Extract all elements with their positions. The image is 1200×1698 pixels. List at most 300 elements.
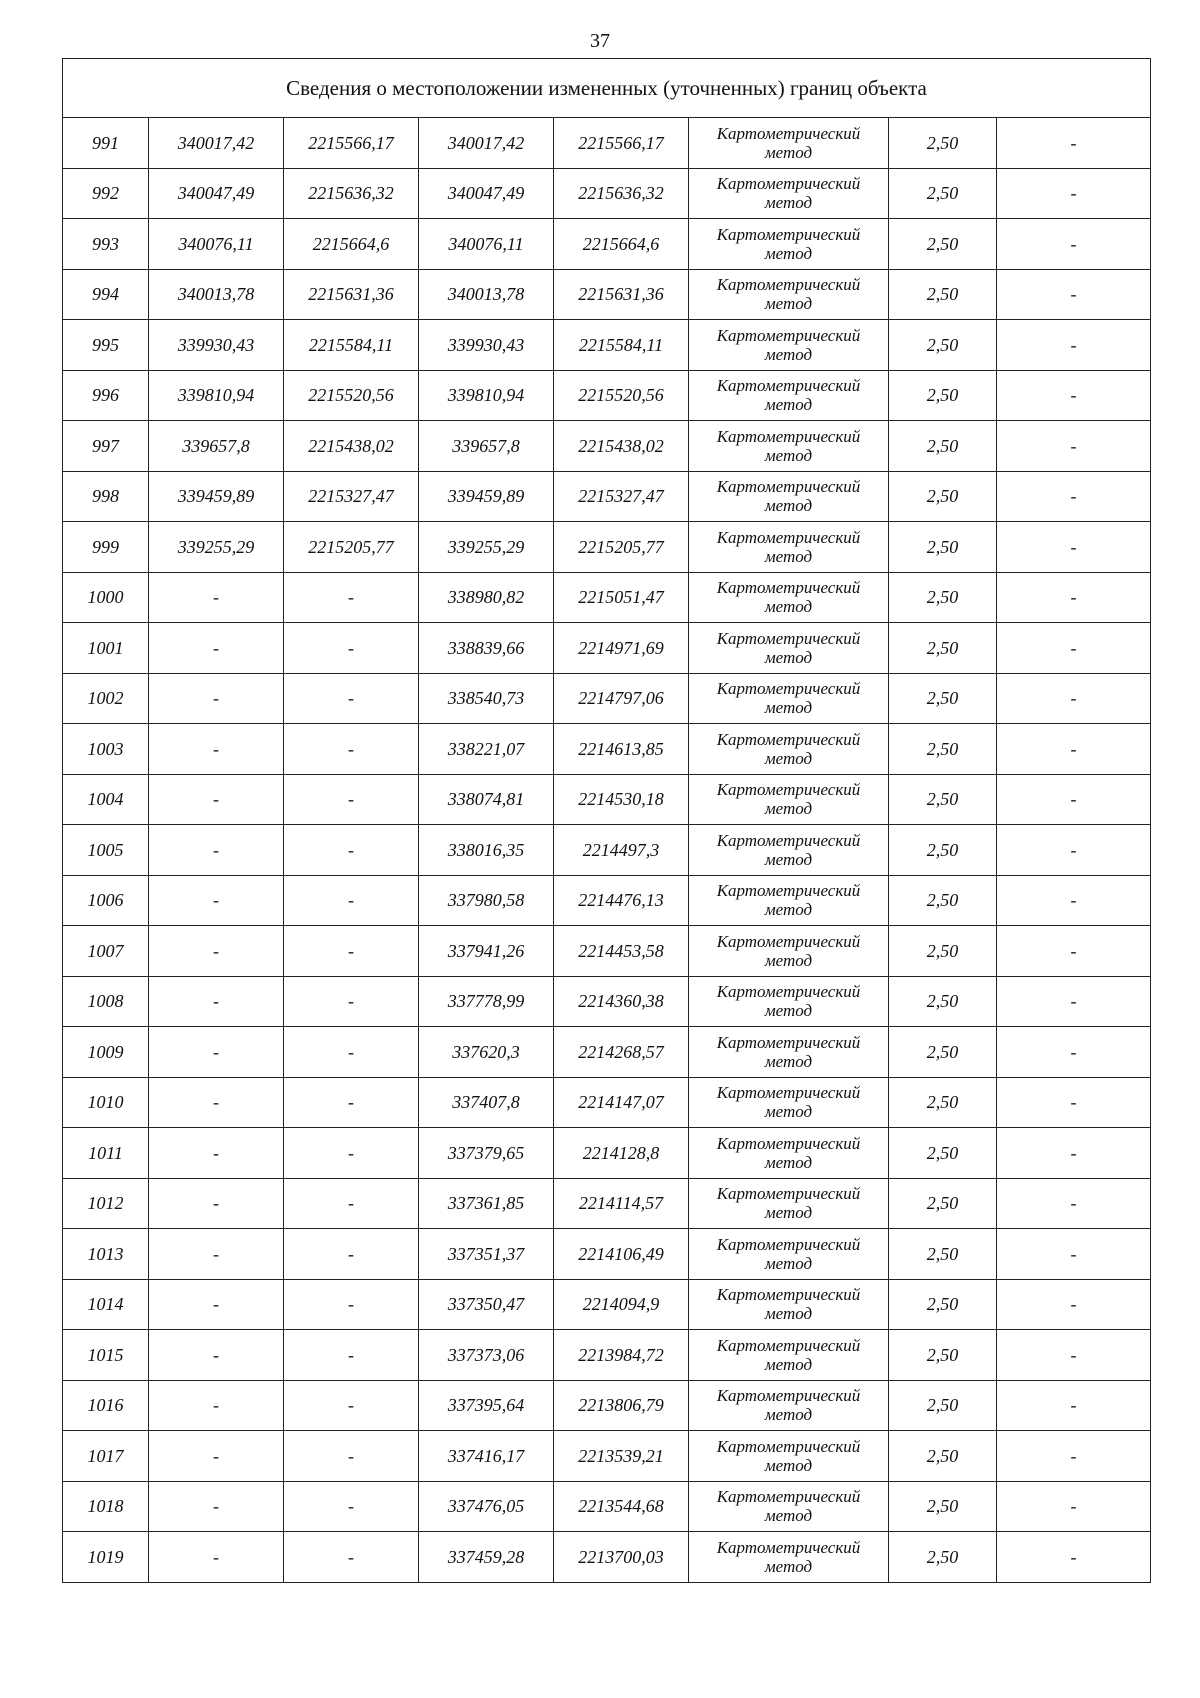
- description-cell: -: [997, 825, 1151, 876]
- accuracy-cell: 2,50: [889, 1380, 997, 1431]
- accuracy-cell: 2,50: [889, 1077, 997, 1128]
- method-line-1: Картометрический: [716, 325, 861, 345]
- existing-x-cell: -: [149, 1481, 284, 1532]
- point-number-cell: 1017: [63, 1431, 149, 1482]
- existing-x-cell: -: [149, 1229, 284, 1280]
- refined-y-cell: 2214114,57: [554, 1178, 689, 1229]
- method-line-1: Картометрический: [716, 1184, 861, 1204]
- method-line-2: метод: [764, 546, 813, 566]
- method-cell: [689, 1229, 889, 1280]
- method-line-1: Картометрический: [716, 174, 861, 194]
- method-line-2: метод: [764, 496, 813, 516]
- accuracy-cell: 2,50: [889, 572, 997, 623]
- table-row: [63, 774, 1151, 825]
- method-line-1: Картометрический: [716, 1032, 861, 1052]
- accuracy-cell: 2,50: [889, 168, 997, 219]
- refined-x-cell: 337416,17: [419, 1431, 554, 1482]
- existing-y-cell: -: [284, 1532, 419, 1583]
- existing-y-cell: -: [284, 724, 419, 775]
- table-row: [63, 118, 1151, 169]
- existing-y-cell: -: [284, 825, 419, 876]
- method-line-1: Картометрический: [716, 123, 861, 143]
- existing-y-cell: -: [284, 875, 419, 926]
- method-line-2: метод: [764, 1405, 813, 1425]
- refined-y-cell: 2213544,68: [554, 1481, 689, 1532]
- existing-x-cell: -: [149, 1128, 284, 1179]
- method-cell: [689, 875, 889, 926]
- method-line-2: метод: [764, 294, 813, 314]
- accuracy-cell: 2,50: [889, 1481, 997, 1532]
- refined-y-cell: 2214476,13: [554, 875, 689, 926]
- point-number-cell: 995: [63, 320, 149, 371]
- table-row: [63, 168, 1151, 219]
- refined-x-cell: 337459,28: [419, 1532, 554, 1583]
- table-body: [63, 118, 1151, 1583]
- point-number-cell: 1001: [63, 623, 149, 674]
- method-cell: [689, 1431, 889, 1482]
- method-cell: [689, 1279, 889, 1330]
- table-row: [63, 471, 1151, 522]
- refined-x-cell: 340076,11: [419, 219, 554, 270]
- existing-y-cell: -: [284, 1330, 419, 1381]
- refined-x-cell: 338540,73: [419, 673, 554, 724]
- table-row: [63, 673, 1151, 724]
- method-line-2: метод: [764, 243, 813, 263]
- point-number-cell: 1016: [63, 1380, 149, 1431]
- point-number-cell: 992: [63, 168, 149, 219]
- table-row: [63, 1027, 1151, 1078]
- description-cell: -: [997, 1229, 1151, 1280]
- existing-y-cell: -: [284, 1128, 419, 1179]
- method-line-2: метод: [764, 395, 813, 415]
- existing-x-cell: -: [149, 825, 284, 876]
- refined-y-cell: 2214497,3: [554, 825, 689, 876]
- method-line-1: Картометрический: [716, 1234, 861, 1254]
- refined-y-cell: 2215631,36: [554, 269, 689, 320]
- existing-y-cell: -: [284, 1481, 419, 1532]
- refined-x-cell: 338074,81: [419, 774, 554, 825]
- refined-y-cell: 2214360,38: [554, 976, 689, 1027]
- table-row: [63, 825, 1151, 876]
- refined-y-cell: 2214147,07: [554, 1077, 689, 1128]
- existing-y-cell: -: [284, 1380, 419, 1431]
- refined-x-cell: 337476,05: [419, 1481, 554, 1532]
- accuracy-cell: 2,50: [889, 724, 997, 775]
- point-number-cell: 999: [63, 522, 149, 573]
- refined-y-cell: 2215051,47: [554, 572, 689, 623]
- refined-x-cell: 340047,49: [419, 168, 554, 219]
- method-line-2: метод: [764, 1556, 813, 1576]
- method-line-1: Картометрический: [716, 1537, 861, 1557]
- refined-y-cell: 2214128,8: [554, 1128, 689, 1179]
- method-line-1: Картометрический: [716, 1436, 861, 1456]
- point-number-cell: 994: [63, 269, 149, 320]
- table-row: [63, 1380, 1151, 1431]
- point-number-cell: 1015: [63, 1330, 149, 1381]
- table-row: [63, 1431, 1151, 1482]
- method-cell: [689, 774, 889, 825]
- table-row: [63, 1077, 1151, 1128]
- method-cell: [689, 471, 889, 522]
- accuracy-cell: 2,50: [889, 623, 997, 674]
- refined-y-cell: 2213700,03: [554, 1532, 689, 1583]
- point-number-cell: 1013: [63, 1229, 149, 1280]
- accuracy-cell: 2,50: [889, 320, 997, 371]
- existing-x-cell: -: [149, 623, 284, 674]
- description-cell: -: [997, 976, 1151, 1027]
- method-cell: [689, 673, 889, 724]
- method-line-2: метод: [764, 1506, 813, 1526]
- method-cell: [689, 572, 889, 623]
- description-cell: -: [997, 1178, 1151, 1229]
- existing-y-cell: 2215636,32: [284, 168, 419, 219]
- accuracy-cell: 2,50: [889, 976, 997, 1027]
- existing-y-cell: -: [284, 1229, 419, 1280]
- method-line-1: Картометрический: [716, 679, 861, 699]
- method-line-2: метод: [764, 1152, 813, 1172]
- method-line-2: метод: [764, 698, 813, 718]
- description-cell: -: [997, 421, 1151, 472]
- refined-x-cell: 338016,35: [419, 825, 554, 876]
- refined-x-cell: 337620,3: [419, 1027, 554, 1078]
- table-row: [63, 1532, 1151, 1583]
- method-cell: [689, 1481, 889, 1532]
- refined-x-cell: 339459,89: [419, 471, 554, 522]
- table-row: [63, 370, 1151, 421]
- method-cell: [689, 1027, 889, 1078]
- method-line-2: метод: [764, 1102, 813, 1122]
- refined-y-cell: 2215438,02: [554, 421, 689, 472]
- table-row: [63, 1229, 1151, 1280]
- point-number-cell: 1007: [63, 926, 149, 977]
- refined-y-cell: 2214530,18: [554, 774, 689, 825]
- table-row: [63, 219, 1151, 270]
- table-row: [63, 572, 1151, 623]
- table-row: [63, 724, 1151, 775]
- refined-x-cell: 339930,43: [419, 320, 554, 371]
- refined-y-cell: 2214797,06: [554, 673, 689, 724]
- existing-y-cell: -: [284, 623, 419, 674]
- existing-x-cell: 339657,8: [149, 421, 284, 472]
- refined-x-cell: 339810,94: [419, 370, 554, 421]
- refined-y-cell: 2214094,9: [554, 1279, 689, 1330]
- refined-y-cell: 2214971,69: [554, 623, 689, 674]
- description-cell: -: [997, 1027, 1151, 1078]
- existing-y-cell: 2215631,36: [284, 269, 419, 320]
- method-cell: [689, 522, 889, 573]
- method-cell: [689, 1380, 889, 1431]
- method-line-1: Картометрический: [716, 931, 861, 951]
- point-number-cell: 1000: [63, 572, 149, 623]
- table-row: [63, 1279, 1151, 1330]
- existing-x-cell: 339255,29: [149, 522, 284, 573]
- existing-x-cell: 340047,49: [149, 168, 284, 219]
- accuracy-cell: 2,50: [889, 926, 997, 977]
- table-row: [63, 875, 1151, 926]
- point-number-cell: 1009: [63, 1027, 149, 1078]
- method-line-2: метод: [764, 1051, 813, 1071]
- existing-x-cell: -: [149, 1330, 284, 1381]
- page-number: 37: [590, 30, 610, 52]
- point-number-cell: 1018: [63, 1481, 149, 1532]
- point-number-cell: 996: [63, 370, 149, 421]
- method-line-2: метод: [764, 1001, 813, 1021]
- existing-y-cell: 2215566,17: [284, 118, 419, 169]
- description-cell: -: [997, 168, 1151, 219]
- method-line-2: метод: [764, 950, 813, 970]
- refined-x-cell: 337373,06: [419, 1330, 554, 1381]
- existing-y-cell: -: [284, 774, 419, 825]
- description-cell: -: [997, 1481, 1151, 1532]
- existing-y-cell: 2215205,77: [284, 522, 419, 573]
- method-cell: [689, 421, 889, 472]
- table-row: [63, 522, 1151, 573]
- method-line-2: метод: [764, 1455, 813, 1475]
- description-cell: -: [997, 1380, 1151, 1431]
- method-line-1: Картометрический: [716, 477, 861, 497]
- refined-x-cell: 337941,26: [419, 926, 554, 977]
- existing-y-cell: -: [284, 572, 419, 623]
- method-line-2: метод: [764, 849, 813, 869]
- method-line-2: метод: [764, 1304, 813, 1324]
- method-line-1: Картометрический: [716, 1285, 861, 1305]
- description-cell: -: [997, 219, 1151, 270]
- method-cell: [689, 370, 889, 421]
- method-line-2: метод: [764, 344, 813, 364]
- table-row: [63, 1128, 1151, 1179]
- description-cell: -: [997, 875, 1151, 926]
- accuracy-cell: 2,50: [889, 1178, 997, 1229]
- description-cell: -: [997, 1330, 1151, 1381]
- point-number-cell: 1011: [63, 1128, 149, 1179]
- table-row: [63, 623, 1151, 674]
- accuracy-cell: 2,50: [889, 370, 997, 421]
- accuracy-cell: 2,50: [889, 673, 997, 724]
- description-cell: -: [997, 1077, 1151, 1128]
- description-cell: -: [997, 320, 1151, 371]
- method-cell: [689, 724, 889, 775]
- existing-x-cell: 340013,78: [149, 269, 284, 320]
- existing-x-cell: -: [149, 1380, 284, 1431]
- existing-x-cell: -: [149, 1279, 284, 1330]
- existing-y-cell: -: [284, 1279, 419, 1330]
- refined-y-cell: 2213806,79: [554, 1380, 689, 1431]
- point-number-cell: 1002: [63, 673, 149, 724]
- point-number-cell: 1005: [63, 825, 149, 876]
- point-number-cell: 1008: [63, 976, 149, 1027]
- refined-y-cell: 2215636,32: [554, 168, 689, 219]
- boundary-coordinates-table: [62, 58, 1151, 1583]
- description-cell: -: [997, 774, 1151, 825]
- method-line-2: метод: [764, 799, 813, 819]
- existing-x-cell: -: [149, 926, 284, 977]
- accuracy-cell: 2,50: [889, 1128, 997, 1179]
- method-line-1: Картометрический: [716, 1335, 861, 1355]
- point-number-cell: 1006: [63, 875, 149, 926]
- refined-y-cell: 2214268,57: [554, 1027, 689, 1078]
- method-line-2: метод: [764, 445, 813, 465]
- existing-x-cell: 339810,94: [149, 370, 284, 421]
- refined-x-cell: 337980,58: [419, 875, 554, 926]
- method-line-1: Картометрический: [716, 982, 861, 1002]
- refined-x-cell: 337778,99: [419, 976, 554, 1027]
- existing-x-cell: -: [149, 1532, 284, 1583]
- existing-y-cell: -: [284, 1431, 419, 1482]
- existing-y-cell: 2215664,6: [284, 219, 419, 270]
- point-number-cell: 1019: [63, 1532, 149, 1583]
- method-line-1: Картометрический: [716, 1133, 861, 1153]
- table-title-row: [63, 59, 1151, 118]
- method-line-2: метод: [764, 900, 813, 920]
- description-cell: -: [997, 1279, 1151, 1330]
- refined-x-cell: 337361,85: [419, 1178, 554, 1229]
- description-cell: -: [997, 623, 1151, 674]
- method-cell: [689, 1330, 889, 1381]
- existing-x-cell: -: [149, 976, 284, 1027]
- accuracy-cell: 2,50: [889, 118, 997, 169]
- method-line-2: метод: [764, 647, 813, 667]
- method-line-2: метод: [764, 597, 813, 617]
- refined-x-cell: 337351,37: [419, 1229, 554, 1280]
- existing-x-cell: 339459,89: [149, 471, 284, 522]
- accuracy-cell: 2,50: [889, 1431, 997, 1482]
- table-row: [63, 421, 1151, 472]
- existing-x-cell: 340017,42: [149, 118, 284, 169]
- refined-x-cell: 337379,65: [419, 1128, 554, 1179]
- method-cell: [689, 1128, 889, 1179]
- method-cell: [689, 118, 889, 169]
- existing-x-cell: -: [149, 1027, 284, 1078]
- method-line-1: Картометрический: [716, 628, 861, 648]
- existing-y-cell: -: [284, 1077, 419, 1128]
- existing-x-cell: 340076,11: [149, 219, 284, 270]
- description-cell: -: [997, 724, 1151, 775]
- method-line-1: Картометрический: [716, 1386, 861, 1406]
- existing-y-cell: -: [284, 673, 419, 724]
- description-cell: -: [997, 1532, 1151, 1583]
- table-row: [63, 1330, 1151, 1381]
- method-line-2: метод: [764, 1354, 813, 1374]
- table-row: [63, 1178, 1151, 1229]
- accuracy-cell: 2,50: [889, 1027, 997, 1078]
- refined-x-cell: 337395,64: [419, 1380, 554, 1431]
- point-number-cell: 1012: [63, 1178, 149, 1229]
- existing-x-cell: -: [149, 673, 284, 724]
- refined-x-cell: 338839,66: [419, 623, 554, 674]
- description-cell: -: [997, 572, 1151, 623]
- refined-y-cell: 2214453,58: [554, 926, 689, 977]
- existing-y-cell: 2215584,11: [284, 320, 419, 371]
- table-row: [63, 320, 1151, 371]
- existing-x-cell: 339930,43: [149, 320, 284, 371]
- existing-y-cell: -: [284, 976, 419, 1027]
- method-line-1: Картометрический: [716, 830, 861, 850]
- accuracy-cell: 2,50: [889, 269, 997, 320]
- table-row: [63, 976, 1151, 1027]
- table-row: [63, 269, 1151, 320]
- refined-x-cell: 337407,8: [419, 1077, 554, 1128]
- existing-y-cell: 2215438,02: [284, 421, 419, 472]
- refined-y-cell: 2213539,21: [554, 1431, 689, 1482]
- point-number-cell: 1010: [63, 1077, 149, 1128]
- method-line-1: Картометрический: [716, 1083, 861, 1103]
- method-line-1: Картометрический: [716, 1487, 861, 1507]
- method-line-1: Картометрический: [716, 881, 861, 901]
- accuracy-cell: 2,50: [889, 1330, 997, 1381]
- point-number-cell: 991: [63, 118, 149, 169]
- method-cell: [689, 926, 889, 977]
- method-cell: [689, 1178, 889, 1229]
- description-cell: -: [997, 926, 1151, 977]
- method-cell: [689, 825, 889, 876]
- table-title: Сведения о местоположении измененных (уточненных) границ объекта: [63, 59, 1151, 118]
- method-line-2: метод: [764, 142, 813, 162]
- refined-y-cell: 2215584,11: [554, 320, 689, 371]
- point-number-cell: 998: [63, 471, 149, 522]
- accuracy-cell: 2,50: [889, 875, 997, 926]
- refined-x-cell: 338980,82: [419, 572, 554, 623]
- method-line-1: Картометрический: [716, 376, 861, 396]
- refined-x-cell: 340017,42: [419, 118, 554, 169]
- accuracy-cell: 2,50: [889, 774, 997, 825]
- accuracy-cell: 2,50: [889, 825, 997, 876]
- table-row: [63, 1481, 1151, 1532]
- method-line-1: Картометрический: [716, 426, 861, 446]
- existing-y-cell: 2215327,47: [284, 471, 419, 522]
- existing-x-cell: -: [149, 724, 284, 775]
- method-cell: [689, 219, 889, 270]
- method-line-1: Картометрический: [716, 729, 861, 749]
- refined-x-cell: 340013,78: [419, 269, 554, 320]
- accuracy-cell: 2,50: [889, 421, 997, 472]
- point-number-cell: 997: [63, 421, 149, 472]
- description-cell: -: [997, 522, 1151, 573]
- method-cell: [689, 1532, 889, 1583]
- description-cell: -: [997, 1431, 1151, 1482]
- method-cell: [689, 623, 889, 674]
- refined-y-cell: 2213984,72: [554, 1330, 689, 1381]
- method-line-2: метод: [764, 193, 813, 213]
- refined-y-cell: 2215520,56: [554, 370, 689, 421]
- point-number-cell: 1004: [63, 774, 149, 825]
- accuracy-cell: 2,50: [889, 1279, 997, 1330]
- refined-x-cell: 337350,47: [419, 1279, 554, 1330]
- accuracy-cell: 2,50: [889, 219, 997, 270]
- description-cell: -: [997, 471, 1151, 522]
- refined-y-cell: 2214106,49: [554, 1229, 689, 1280]
- method-line-1: Картометрический: [716, 275, 861, 295]
- method-cell: [689, 320, 889, 371]
- refined-y-cell: 2214613,85: [554, 724, 689, 775]
- accuracy-cell: 2,50: [889, 522, 997, 573]
- existing-x-cell: -: [149, 1077, 284, 1128]
- existing-x-cell: -: [149, 1178, 284, 1229]
- method-line-1: Картометрический: [716, 780, 861, 800]
- method-cell: [689, 168, 889, 219]
- refined-y-cell: 2215205,77: [554, 522, 689, 573]
- existing-x-cell: -: [149, 572, 284, 623]
- description-cell: -: [997, 1128, 1151, 1179]
- refined-y-cell: 2215327,47: [554, 471, 689, 522]
- refined-y-cell: 2215566,17: [554, 118, 689, 169]
- accuracy-cell: 2,50: [889, 471, 997, 522]
- accuracy-cell: 2,50: [889, 1532, 997, 1583]
- description-cell: -: [997, 673, 1151, 724]
- point-number-cell: 1014: [63, 1279, 149, 1330]
- method-line-1: Картометрический: [716, 224, 861, 244]
- existing-y-cell: -: [284, 926, 419, 977]
- existing-x-cell: -: [149, 774, 284, 825]
